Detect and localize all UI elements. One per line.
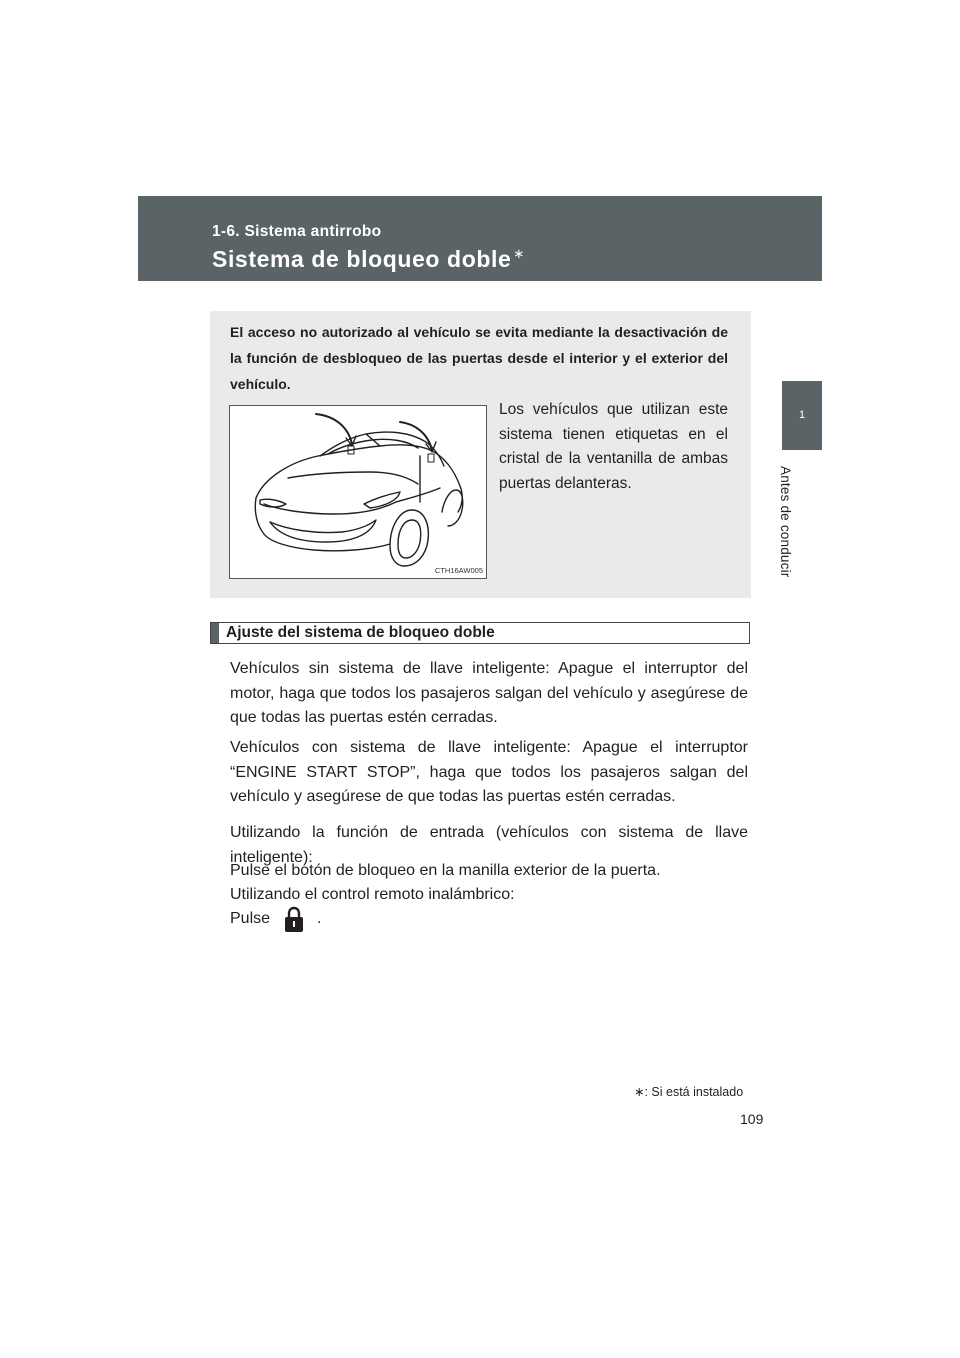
title-asterisk: ∗ (513, 246, 525, 261)
paragraph-entry-function: Utilizando la función de entrada (vehículos con sistema de llave inteligente): (230, 824, 748, 866)
chapter-tab (782, 381, 822, 450)
footnote: ∗: Si está instalado (634, 1085, 744, 1099)
page-title (212, 246, 525, 273)
section-heading (210, 622, 750, 644)
section-label: 1-6. Sistema antirrobo (212, 223, 382, 240)
pulse-label: Pulse (230, 910, 271, 927)
intro-box (210, 311, 751, 598)
lock-icon (283, 906, 305, 933)
page-number: 109 (740, 1111, 764, 1127)
paragraph-remote-control: Utilizando el control remoto inalámbrico: (230, 886, 515, 903)
chapter-number: 1 (798, 409, 806, 421)
chapter-title: Antes de conducir (778, 466, 793, 578)
section-heading-text: Ajuste del sistema de bloqueo doble (226, 624, 495, 641)
paragraph-smart-key: Vehículos con sistema de llave inteligente: Apague el interruptor “ENGINE START STOP”, haga que todos los pasajeros salgan del vehículo y asegúrese de que todas las puertas estén cerradas. (230, 739, 748, 805)
paragraph-lock-button: Pulse el botón de bloqueo en la manilla exterior de la puerta. (230, 862, 661, 879)
car-drawing (230, 406, 486, 578)
intro-note-text: Los vehículos que utilizan este sistema tienen etiquetas en el cristal de la ventanilla de ambas puertas delanteras. (499, 401, 728, 492)
paragraph-no-smart-key: Vehículos sin sistema de llave inteligente: Apague el interruptor del motor, haga que todos los pasajeros salgan del vehículo y asegúrese de que todas las puertas estén cerradas. (230, 660, 748, 726)
pulse-end: . (317, 910, 322, 927)
intro-lead-text: El acceso no autorizado al vehículo se evita mediante la desactivación de la función de desbloqueo de las puertas desde el interior y el exterior del vehículo. (230, 324, 728, 392)
car-illustration (229, 405, 487, 579)
section-heading-bar (211, 623, 219, 643)
figure-code: CTH16AW005 (434, 566, 483, 575)
chapter-header (138, 196, 822, 281)
chapter-side-label (778, 466, 808, 586)
page-title-text: Sistema de bloqueo doble (212, 246, 512, 272)
